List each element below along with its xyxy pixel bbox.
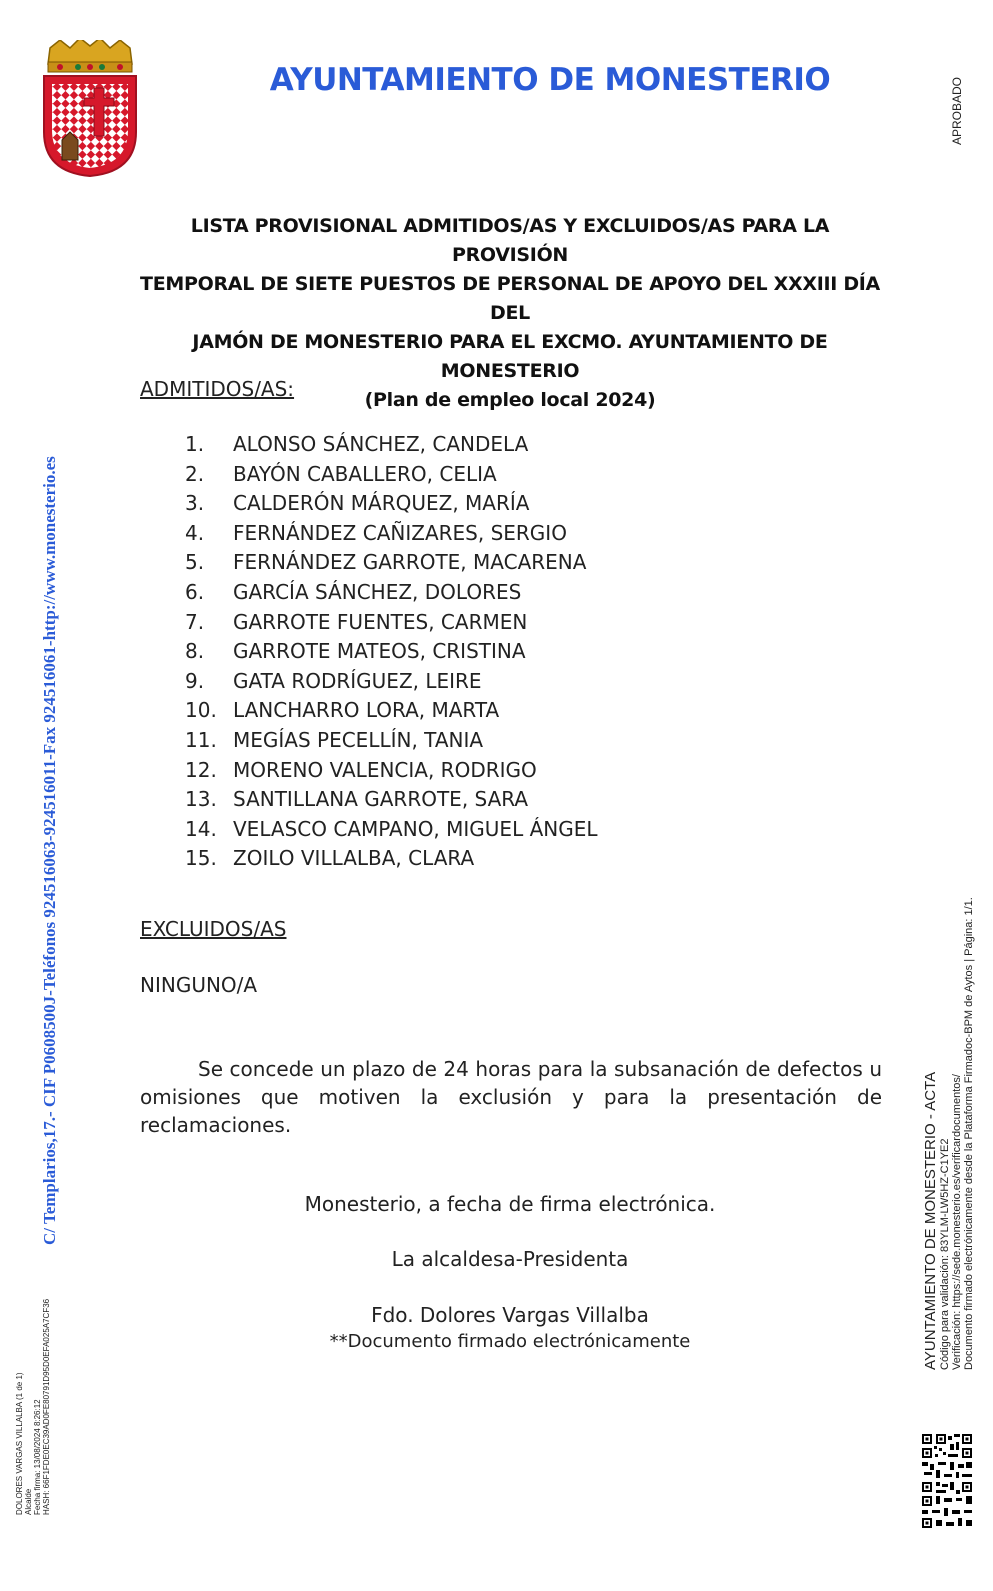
item-number: 4. xyxy=(185,520,205,545)
signer-name: Fdo. Dolores Vargas Villalba xyxy=(371,1303,649,1327)
item-number: 7. xyxy=(185,609,205,634)
list-item xyxy=(185,726,598,756)
list-item xyxy=(185,844,598,874)
signature-line: Alcalde xyxy=(24,1488,33,1515)
item-name: CALDERÓN MÁRQUEZ, MARÍA xyxy=(233,491,530,516)
list-item xyxy=(185,667,598,697)
list-item xyxy=(185,578,598,608)
item-name: SANTILLANA GARROTE, SARA xyxy=(233,787,529,812)
item-number: 8. xyxy=(185,639,205,664)
item-name: FERNÁNDEZ CAÑIZARES, SERGIO xyxy=(233,520,567,545)
list-item xyxy=(185,785,598,815)
signature-stamp-left xyxy=(15,1299,51,1515)
item-number: 9. xyxy=(185,668,205,693)
item-name: MEGÍAS PECELLÍN, TANIA xyxy=(233,727,484,752)
list-item xyxy=(185,519,598,549)
signature-line: Fecha firma: 13/08/2024 8:26:12 xyxy=(33,1399,42,1515)
item-name: FERNÁNDEZ GARROTE, MACARENA xyxy=(233,550,587,575)
admitted-list xyxy=(185,430,598,874)
municipality-title: AYUNTAMIENTO DE MONESTERIO xyxy=(269,62,831,98)
signed-note: **Documento firmado electrónicamente xyxy=(329,1331,691,1352)
item-name: GARCÍA SÁNCHEZ, DOLORES xyxy=(233,579,522,604)
list-item xyxy=(185,489,598,519)
item-name: VELASCO CAMPANO, MIGUEL ÁNGEL xyxy=(233,816,598,841)
item-number: 13. xyxy=(185,787,217,812)
list-item xyxy=(185,815,598,845)
title-line: JAMÓN DE MONESTERIO PARA EL EXCMO. AYUNTAMIENTO DE MONESTERIO xyxy=(192,331,828,382)
title-line: TEMPORAL DE SIETE PUESTOS DE PERSONAL DE APOYO DEL XXXIII DÍA DEL xyxy=(140,273,880,324)
validation-line: Documento firmado electrónicamente desde la Plataforma Firmadoc-BPM de Aytos | Página: 1/1. xyxy=(963,897,975,1370)
item-name: ZOILO VILLALBA, CLARA xyxy=(233,846,475,871)
list-item xyxy=(185,608,598,638)
item-name: MORENO VALENCIA, RODRIGO xyxy=(233,757,537,782)
item-number: 11. xyxy=(185,727,217,752)
item-number: 3. xyxy=(185,491,205,516)
item-name: LANCHARRO LORA, MARTA xyxy=(233,698,500,723)
item-number: 1. xyxy=(185,432,205,456)
item-number: 12. xyxy=(185,757,217,782)
list-item xyxy=(185,548,598,578)
item-number: 15. xyxy=(185,846,217,871)
excluded-heading: EXCLUIDOS/AS xyxy=(140,917,287,941)
list-item xyxy=(185,460,598,490)
admitted-heading: ADMITIDOS/AS: xyxy=(140,377,295,401)
item-name: GATA RODRÍGUEZ, LEIRE xyxy=(233,668,482,693)
title-line: LISTA PROVISIONAL ADMITIDOS/AS Y EXCLUIDOS/AS PARA LA PROVISIÓN xyxy=(190,215,830,266)
excluded-text: NINGUNO/A xyxy=(140,973,258,997)
signer-role: La alcaldesa-Presidenta xyxy=(391,1247,629,1271)
validation-line: Código para validación: 83YLM-LW5HZ-C1YE2 xyxy=(939,1138,951,1370)
contact-sidebar: C/ Templarios,17.- CIF P0608500J-Teléfonos 924516063-924516011-Fax 924516061-http://www.monesterio.es xyxy=(40,456,59,1245)
item-number: 10. xyxy=(185,698,217,723)
item-number: 5. xyxy=(185,550,205,575)
place-date: Monesterio, a fecha de firma electrónica. xyxy=(304,1192,716,1216)
municipal-coat-of-arms-icon xyxy=(40,40,140,178)
qr-code-icon xyxy=(922,1434,972,1530)
item-name: BAYÓN CABALLERO, CELIA xyxy=(233,461,497,486)
item-number: 14. xyxy=(185,816,217,841)
item-number: 2. xyxy=(185,461,205,486)
item-number: 6. xyxy=(185,579,205,604)
list-item xyxy=(185,756,598,786)
list-item xyxy=(185,637,598,667)
list-item xyxy=(185,696,598,726)
item-name: GARROTE MATEOS, CRISTINA xyxy=(233,639,526,664)
validation-title: AYUNTAMIENTO DE MONESTERIO - ACTA xyxy=(922,1071,939,1370)
validation-line: Verificación: https://sede.monesterio.es/verificardocumentos/ xyxy=(951,1074,963,1370)
approved-stamp: APROBADO xyxy=(950,76,964,145)
item-name: GARROTE FUENTES, CARMEN xyxy=(233,609,528,634)
signature-line: HASH: 66F1FDE0EC39AD0FE80791D95D0EFA025A7CF36 xyxy=(42,1298,51,1515)
signature-line: DOLORES VARGAS VILLALBA (1 de 1) xyxy=(15,1372,24,1515)
deadline-paragraph: Se concede un plazo de 24 horas para la subsanación de defectos u omisiones que motiven la exclusión y para la presentación de reclamaciones. xyxy=(140,1057,882,1137)
list-item xyxy=(185,430,598,460)
item-name: ALONSO SÁNCHEZ, CANDELA xyxy=(233,432,529,456)
validation-stamp-right xyxy=(922,897,975,1370)
title-subline: (Plan de empleo local 2024) xyxy=(364,389,656,411)
